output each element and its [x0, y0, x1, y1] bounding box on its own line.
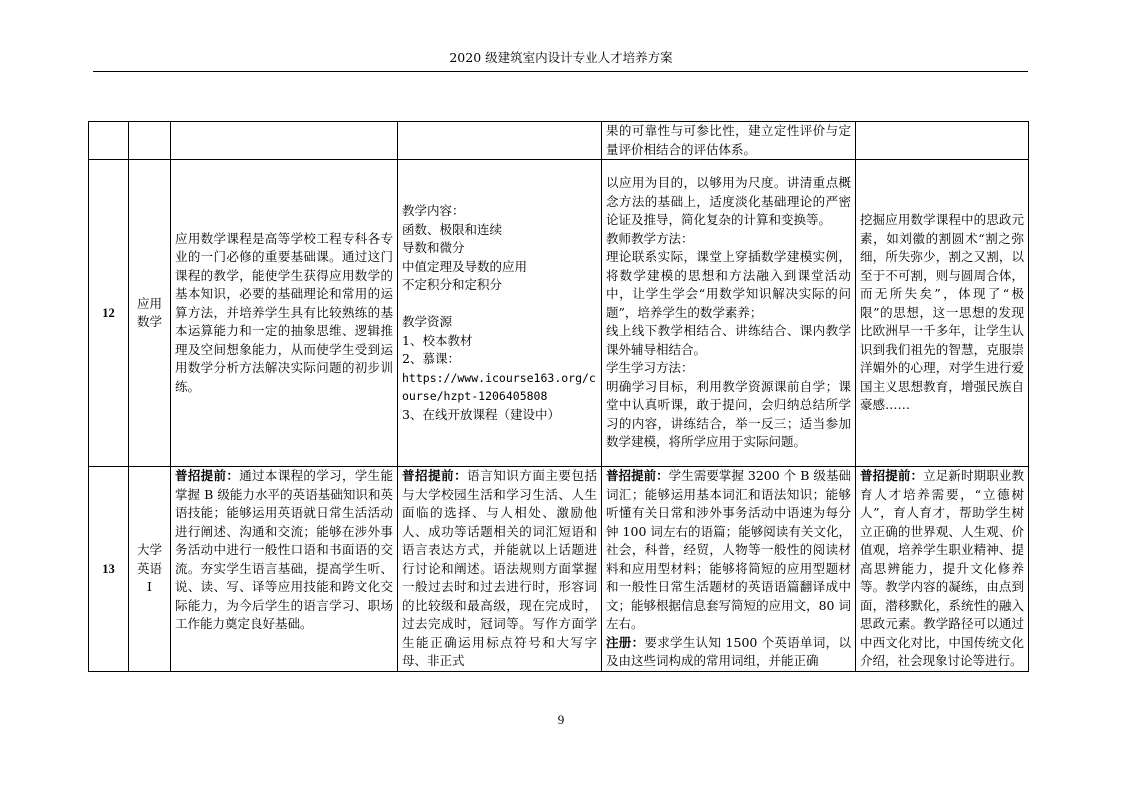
course-content-resource: 3、在线开放课程（建设中） [402, 406, 560, 422]
table-row-course-13 [89, 467, 1029, 672]
course-content [398, 467, 602, 672]
objective-text: 通过本课程的学习，学生能掌握 B 级能力水平的英语基础知识和英语技能；能够运用英语就日常生活活动进行阐述、沟通和交流；能够在涉外事务活动中进行一般性口语和书面语的交流。夯实学生语言基础，提高学生听、说、读、写、译等应用技能和跨文化交际能力，为今后学生的语言学习、职场工作能力奠定良好基础。 [175, 468, 393, 631]
header-rule [93, 71, 1028, 72]
teaching-methods [602, 467, 856, 672]
ideology-elements [856, 467, 1029, 672]
course-objective [171, 467, 398, 672]
page-number: 9 [557, 712, 565, 727]
course-content-text: 教学内容： 函数、极限和连续 导数和微分 中值定理及导数的应用 不定积分和定积分 教学资源 1、校本教材 2、慕课： [402, 203, 528, 366]
cell-content-empty [398, 122, 602, 160]
cell-methods-continuation: 果的可靠性与可参比性，建立定性评价与定量评价相结合的评估体系。 [602, 122, 856, 160]
curriculum-table [88, 121, 1029, 672]
course-objective: 应用数学课程是高等学校工程专科各专业的一门必修的重要基础课。通过这门课程的教学，能使学生获得应用数学的基本知识，必要的基础理论和常用的运算方法，并培养学生具有比较熟练的基本运算能力和一定的抽象思维、逻辑推理及空间想象能力，从而使学生受到运用数学分析方法解决实际问题的初步训练。 [171, 160, 398, 467]
cell-ideology-empty [856, 122, 1029, 160]
course-name: 大学 英语 Ⅰ [129, 467, 171, 672]
methods-lead: 普招提前： [606, 468, 669, 483]
ideology-text: 立足新时期职业教育人才培养需要，“立德树人”，育人育才，帮助学生树立正确的世界观、人生观、价值观，培养学生职业精神、提高思辨能力，提升文化修养等。教学内容的凝练，由点到面，潜移默化，系统性的融入思政元素。教学路径可以通过中西文化对比，中国传统文化介绍，社会现象讨论等进行。 [860, 468, 1024, 668]
methods-text: 学生需要掌握 3200 个 B 级基础词汇；能够运用基本词汇和语法知识；能够听懂有关日常和涉外事务活动中语速为每分钟 100 词左右的语篇；能够阅读有关文化，社会，科普，经贸，人物等一般性的阅读材料和应用型材料；能够将简短的应用型题材和一般性日常生活题材的英语语篇翻译成中文；能够根据信息套写简短的应用文，80 词左右。 [606, 468, 851, 631]
ideology-lead: 普招提前： [860, 468, 924, 483]
content-text: 语言知识方面主要包括与大学校园生活和学习生活、人生面临的选择、与人相处、激励他人、成功等话题相关的词汇短语和语言表达方式，并能就以上话题进行讨论和阐述。语法规则方面掌握一般过去时和过去进行时，形容词的比较级和最高级，现在完成时，过去完成时，冠词等。写作方面学生能正确运用标点符号和大写字母、非正式 [402, 468, 597, 668]
methods-note-lead: 注册： [606, 634, 645, 650]
document-header-title: 2020 级建筑室内设计专业人才培养方案 [449, 50, 673, 65]
methods-note-text: 要求学生认知 1500 个英语单词，以及由这些词构成的常用词组，并能正确 [606, 634, 851, 668]
course-content [398, 160, 602, 467]
cell-name-empty [129, 122, 171, 160]
course-number: 13 [89, 467, 129, 672]
course-name: 应用 数学 [129, 160, 171, 467]
objective-lead: 普招提前： [175, 468, 240, 483]
cell-num-empty [89, 122, 129, 160]
teaching-methods: 以应用为目的，以够用为尺度。讲清重点概念方法的基础上，适度淡化基础理论的严密论证及推导，简化复杂的计算和变换等。 教师教学方法： 理论联系实际，课堂上穿插数学建模实例，将数学建模的思想和方法融入到课堂活动中，让学生学会“用数学知识解决实际的问题”，培养学生的数学素养； 线上线下教学相结合、讲练结合、课内教学课外辅导相结合。 学生学习方法： 明确学习目标，利用教学资源课前自学；课堂中认真听课，敢于提问，会归纳总结所学习的内容，讲练结合，举一反三；适当参加数学建模，将所学应用于实际问题。 [602, 160, 856, 467]
content-lead: 普招提前： [402, 468, 468, 483]
course-number: 12 [89, 160, 129, 467]
ideology-elements: 挖掘应用数学课程中的思政元素，如刘徽的割圆术“割之弥细，所失弥少，割之又割，以至于不可割，则与圆周合体，而无所失矣”，体现了“极限”的思想，这一思想的发现比欧洲早一千多年，让学生认识到我们祖先的智慧，克服崇洋媚外的心理，对学生进行爱国主义思想教育，增强民族自豪感…… [856, 160, 1029, 467]
mooc-url: https://www.icourse163.org/course/hzpt-1206405808 [402, 370, 596, 403]
table-row-course-12 [89, 160, 1029, 467]
table-row-continuation [89, 122, 1029, 160]
cell-objective-empty [171, 122, 398, 160]
